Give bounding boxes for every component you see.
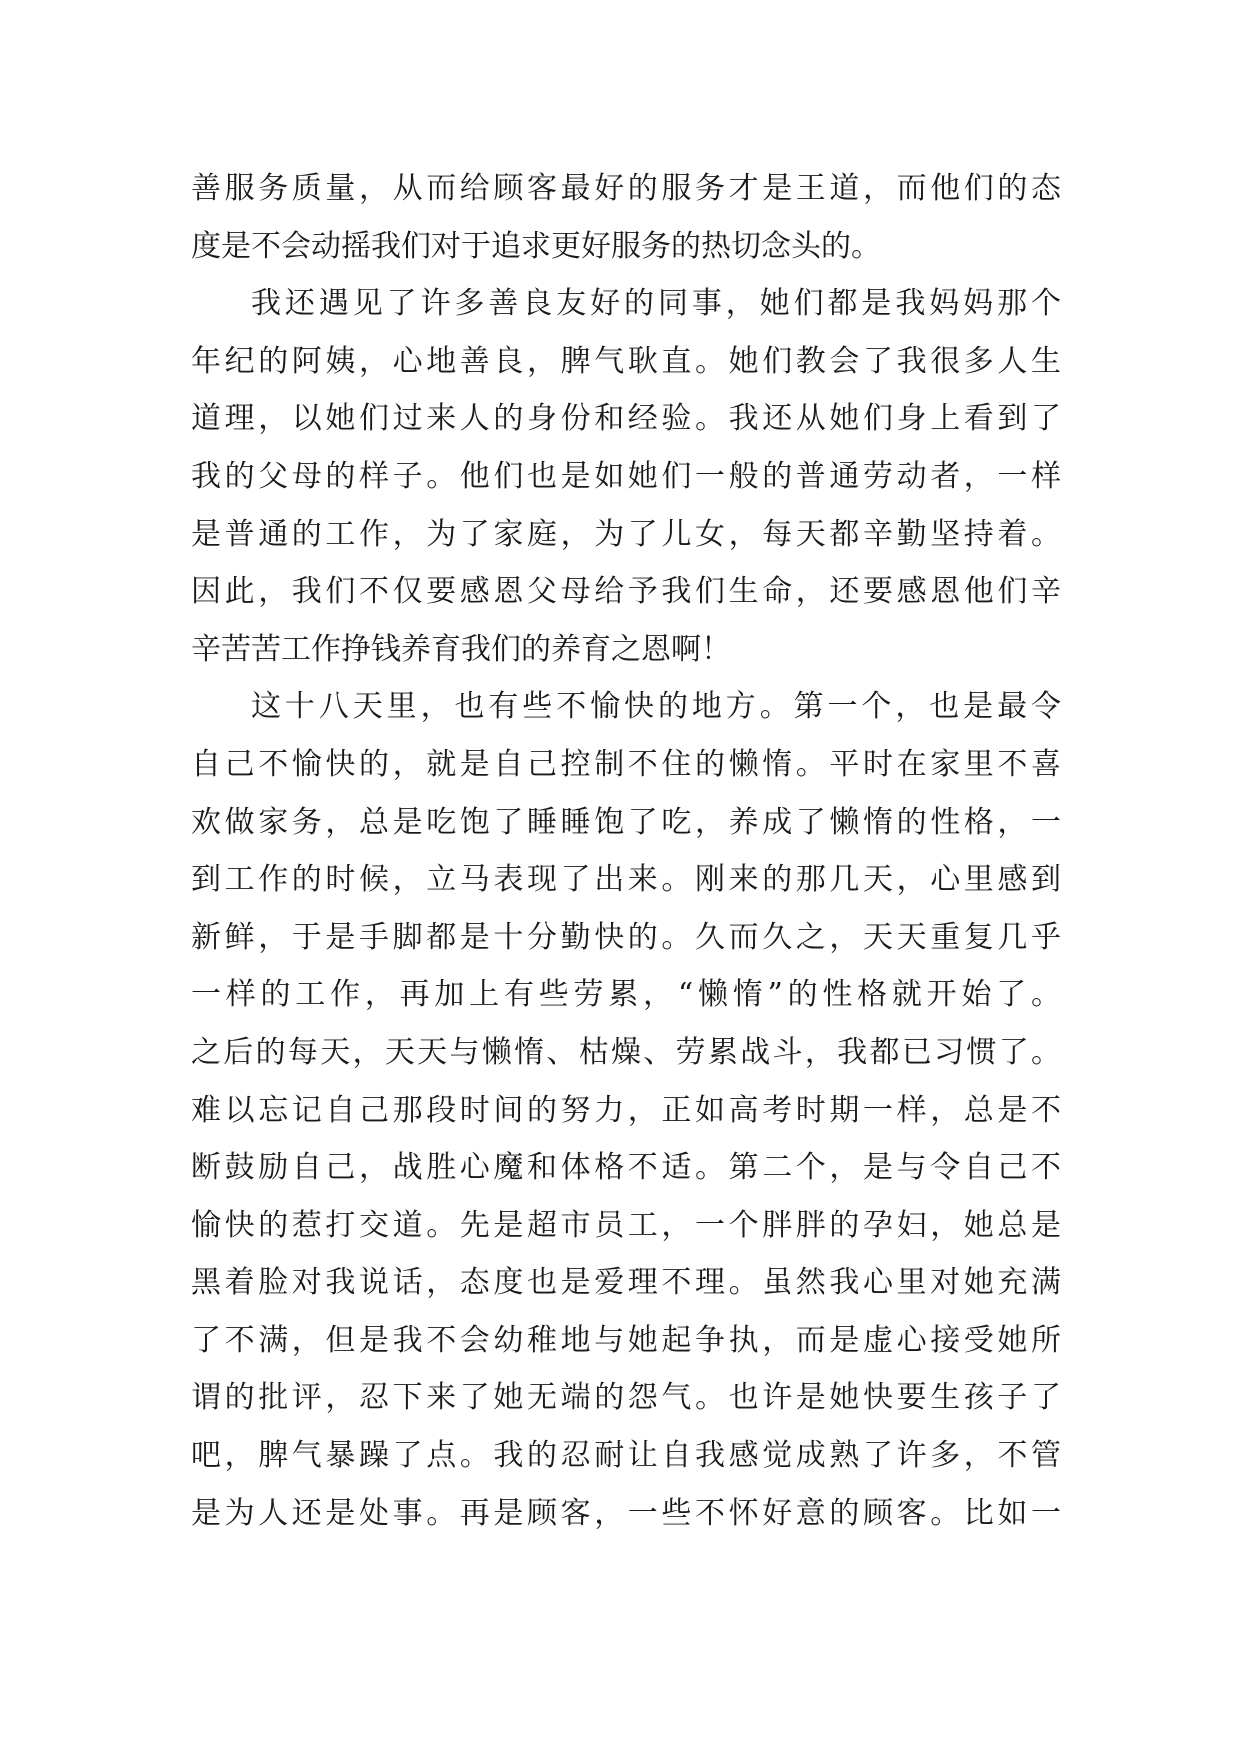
text-line: 因此，我们不仅要感恩父母给予我们生命，还要感恩他们辛	[191, 574, 1061, 610]
text-line: 年纪的阿姨，心地善良，脾气耿直。她们教会了我很多人生	[191, 343, 1061, 379]
text-line: 善服务质量，从而给顾客最好的服务才是王道，而他们的态	[191, 171, 1061, 206]
text-line: 黑着脸对我说话，态度也是爱理不理。虽然我心里对她充满	[191, 1265, 1061, 1301]
text-line: 愉快的惹打交道。先是超市员工，一个胖胖的孕妇，她总是	[191, 1207, 1061, 1243]
text-line: 到工作的时候，立马表现了出来。刚来的那几天，心里感到	[191, 862, 1061, 898]
text-line: 吧，脾气暴躁了点。我的忍耐让自我感觉成熟了许多，不管	[191, 1438, 1061, 1474]
text-line: 道理，以她们过来人的身份和经验。我还从她们身上看到了	[191, 401, 1061, 437]
text-line: 我的父母的样子。他们也是如她们一般的普通劳动者，一样	[191, 458, 1061, 494]
text-line: 是为人还是处事。再是顾客，一些不怀好意的顾客。比如一	[191, 1495, 1061, 1531]
paragraph-start-line: 这十八天里，也有些不愉快的地方。第一个，也是最令	[251, 689, 1061, 725]
text-line: 难以忘记自己那段时间的努力，正如高考时期一样，总是不	[191, 1092, 1061, 1128]
text-line: 新鲜，于是手脚都是十分勤快的。久而久之，天天重复几乎	[191, 919, 1061, 955]
text-line: 谓的批评，忍下来了她无端的怨气。也许是她快要生孩子了	[191, 1380, 1061, 1416]
text-line: 了不满，但是我不会幼稚地与她起争执，而是虚心接受她所	[191, 1322, 1061, 1358]
text-line: 辛苦苦工作挣钱养育我们的养育之恩啊！	[191, 631, 731, 667]
text-line: 之后的每天，天天与懒惰、枯燥、劳累战斗，我都已习惯了。	[191, 1034, 1061, 1070]
text-line: 断鼓励自己，战胜心魔和体格不适。第二个，是与令自己不	[191, 1150, 1061, 1186]
body-text	[191, 160, 1061, 1542]
text-line: 度是不会动摇我们对于追求更好服务的热切念头的。	[191, 228, 881, 264]
text-line: 欢做家务，总是吃饱了睡睡饱了吃，养成了懒惰的性格，一	[191, 804, 1061, 840]
paragraph-start-line: 我还遇见了许多善良友好的同事，她们都是我妈妈那个	[251, 286, 1061, 322]
text-line: 是普通的工作，为了家庭，为了儿女，每天都辛勤坚持着。	[191, 516, 1061, 552]
text-line: 一样的工作，再加上有些劳累，“懒惰”的性格就开始了。	[191, 977, 1061, 1013]
text-line: 自己不愉快的，就是自己控制不住的懒惰。平时在家里不喜	[191, 746, 1061, 782]
